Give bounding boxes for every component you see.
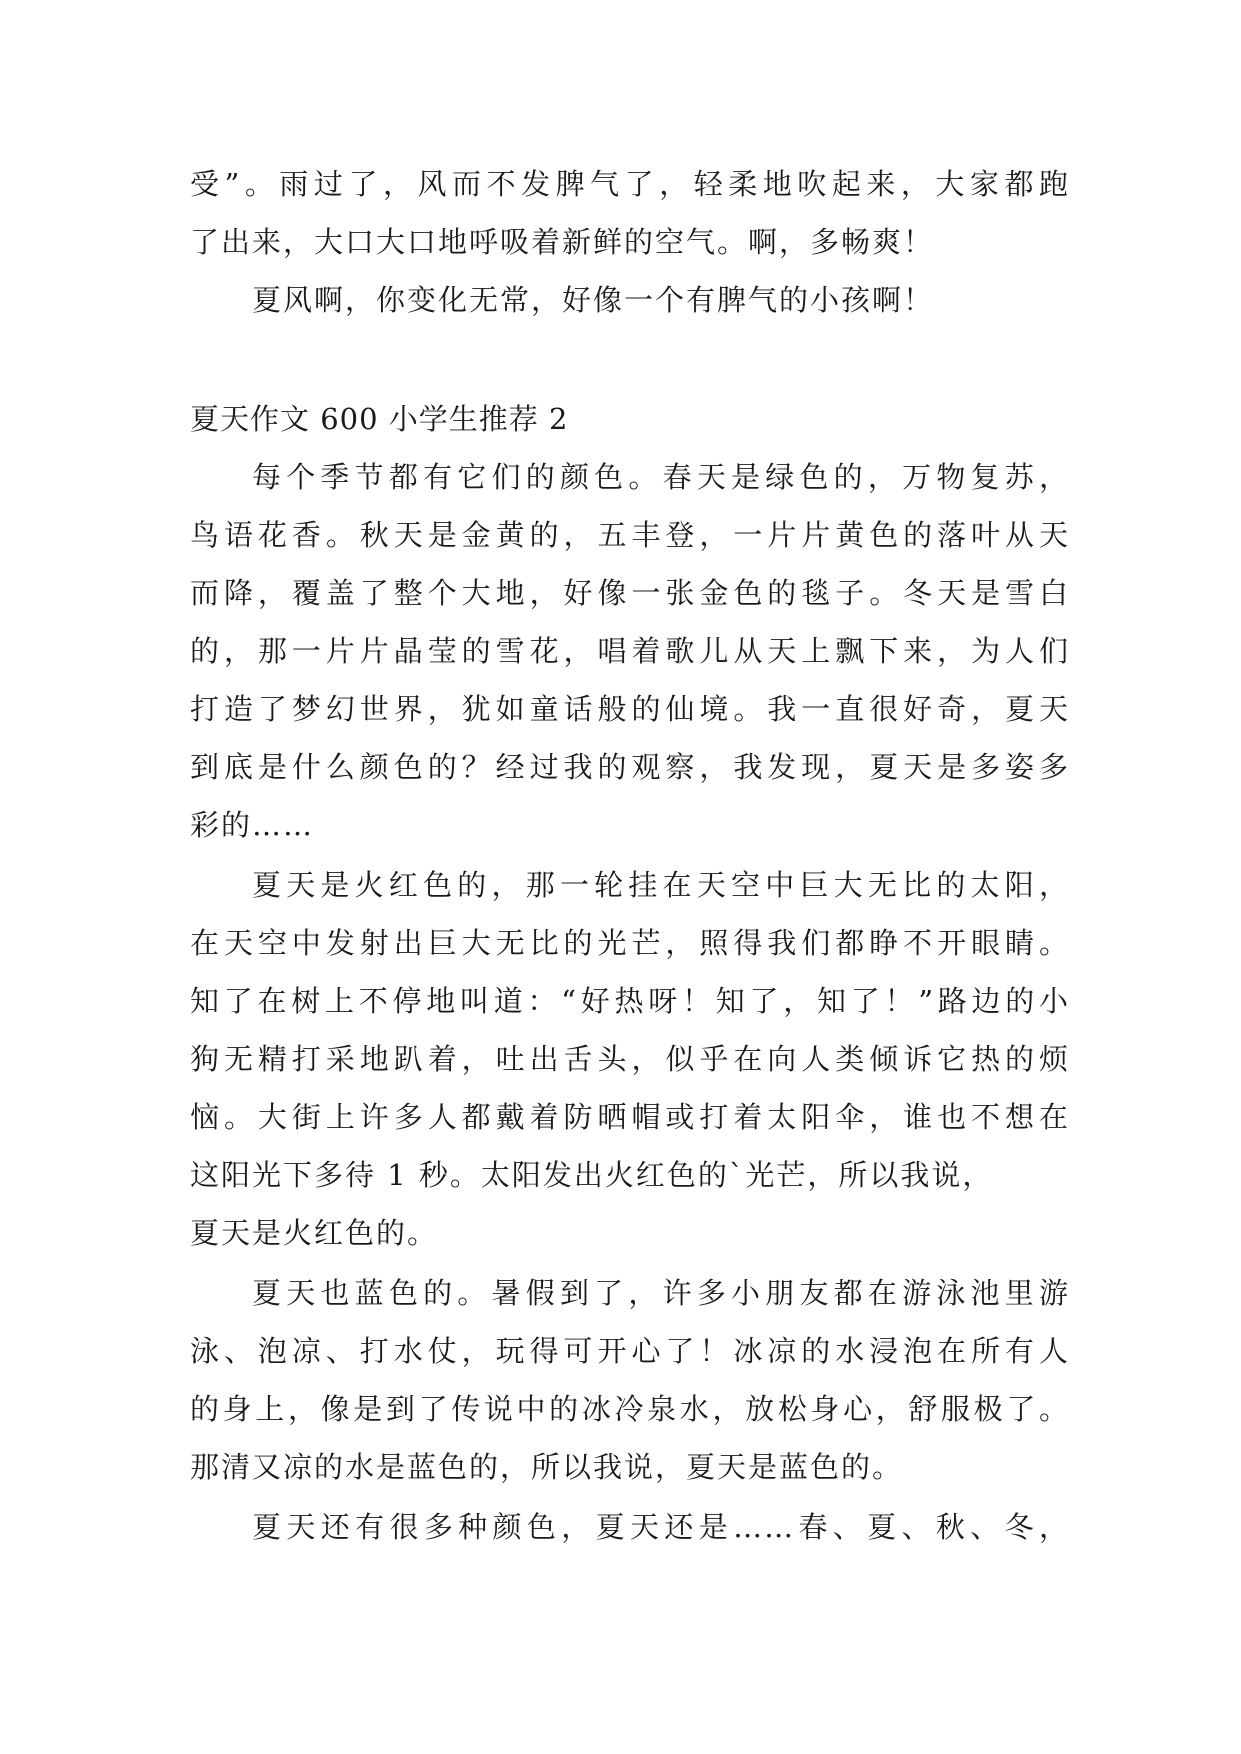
text-line: 的，那一片片晶莹的雪花，唱着歌儿从天上飘下来，为人们 bbox=[190, 634, 1070, 668]
text-line: 狗无精打采地趴着，吐出舌头，似乎在向人类倾诉它热的烦 bbox=[190, 1042, 1070, 1076]
text-line: 彩的…… bbox=[190, 808, 315, 842]
text-line: 那清又凉的水是蓝色的，所以我说，夏天是蓝色的。 bbox=[190, 1450, 904, 1484]
section-heading: 夏天作文 600 小学生推荐 2 bbox=[190, 402, 569, 436]
text-line: 夏风啊，你变化无常，好像一个有脾气的小孩啊！ bbox=[252, 283, 935, 317]
text-line: 知了在树上不停地叫道：“好热呀！知了，知了！”路边的小 bbox=[190, 984, 1070, 1018]
text-line: 打造了梦幻世界，犹如童话般的仙境。我一直很好奇，夏天 bbox=[190, 692, 1070, 726]
text-line: 而降，覆盖了整个大地，好像一张金色的毯子。冬天是雪白 bbox=[190, 576, 1070, 610]
text-line: 受”。雨过了，风而不发脾气了，轻柔地吹起来，大家都跑 bbox=[190, 167, 1070, 201]
text-line: 到底是什么颜色的？经过我的观察，我发现，夏天是多姿多 bbox=[190, 750, 1070, 784]
text-line: 了出来，大口大口地呼吸着新鲜的空气。啊，多畅爽！ bbox=[190, 225, 935, 259]
text-line: 鸟语花香。秋天是金黄的，五丰登，一片片黄色的落叶从天 bbox=[190, 518, 1070, 552]
text-line: 夏天是火红色的。 bbox=[190, 1216, 439, 1250]
text-line: 恼。大街上许多人都戴着防晒帽或打着太阳伞，谁也不想在 bbox=[190, 1100, 1070, 1134]
text-line: 在天空中发射出巨大无比的光芒，照得我们都睁不开眼睛。 bbox=[190, 926, 1070, 960]
text-line: 每个季节都有它们的颜色。春天是绿色的，万物复苏， bbox=[252, 460, 1070, 494]
text-line: 夏天是火红色的，那一轮挂在天空中巨大无比的太阳， bbox=[252, 868, 1070, 902]
text-line: 夏天也蓝色的。暑假到了，许多小朋友都在游泳池里游 bbox=[252, 1276, 1070, 1310]
text-line: 泳、泡凉、打水仗，玩得可开心了！冰凉的水浸泡在所有人 bbox=[190, 1334, 1070, 1368]
text-line: 夏天还有很多种颜色，夏天还是……春、夏、秋、冬， bbox=[252, 1510, 1070, 1544]
text-line: 这阳光下多待 1 秒。太阳发出火红色的`光芒，所以我说， bbox=[190, 1158, 994, 1192]
text-line: 的身上，像是到了传说中的冰冷泉水，放松身心，舒服极了。 bbox=[190, 1392, 1070, 1426]
